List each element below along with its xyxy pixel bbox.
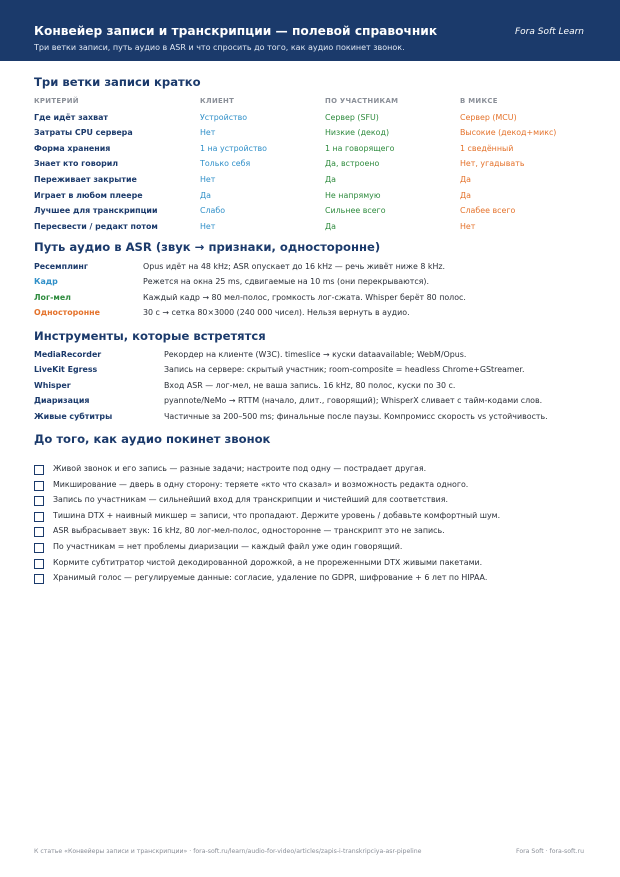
cell-participant: Сильнее всего <box>325 206 386 216</box>
list-item <box>34 381 594 396</box>
checklist-item-text: Кормите субтитратор чистой декодированной дорожкой, а не прореженными DTX живыми пакетами. <box>53 557 483 567</box>
checkbox[interactable] <box>34 527 44 537</box>
cell-participant: Сервер (SFU) <box>325 112 379 122</box>
cell-mix: Нет <box>460 221 476 231</box>
checklist-item-text: Запись по участникам — сильнейший вход для транскрипции и чистейший для соответствия. <box>53 495 449 505</box>
tools-list <box>34 350 594 427</box>
footer-source-link[interactable]: К статье «Конвейеры записи и транскрипции» · fora-soft.ru/learn/audio-for-video/articles/zapis-i-transkripciya-asr-pipeline <box>34 848 422 855</box>
table-row <box>34 222 594 238</box>
page-title: Конвейер записи и транскрипции — полевой справочник <box>34 24 438 38</box>
list-item <box>34 396 594 411</box>
cell-mix: Да <box>460 190 471 200</box>
checkbox[interactable] <box>34 574 44 584</box>
cell-participant: Не напрямую <box>325 190 381 200</box>
checkbox[interactable] <box>34 543 44 553</box>
item-key: Лог-мел <box>34 292 71 302</box>
row-label: Играет в любом плеере <box>34 190 143 200</box>
item-value: 30 с → сетка 80×3000 (240 000 чисел). Нельзя вернуть в аудио. <box>143 308 410 318</box>
cell-mix: Нет, угадывать <box>460 159 525 169</box>
comparison-table <box>34 97 594 237</box>
checklist-item-text: Хранимый голос — регулируемые данные: согласие, удаление по GDPR, шифрование + 6 лет по HIPAA. <box>53 573 488 583</box>
checkbox[interactable] <box>34 512 44 522</box>
cell-client: Нет <box>200 128 216 138</box>
checkbox[interactable] <box>34 465 44 475</box>
column-header: КРИТЕРИЙ <box>34 97 79 105</box>
checklist-item-text: ASR выбрасывает звук: 16 kHz, 80 лог-мел-полос, одностороннe — транскрипт это не запись. <box>53 526 445 536</box>
item-value: pyannote/NeMo → RTTM (начало, длит., говорящий); WhisperX сливает с тайм-кодами слов. <box>164 396 543 406</box>
cell-client: 1 на устройство <box>200 143 268 153</box>
table-row <box>34 206 594 222</box>
table-row <box>34 128 594 144</box>
item-key: MediaRecorder <box>34 350 102 359</box>
table-row <box>34 159 594 175</box>
checkbox[interactable] <box>34 481 44 491</box>
item-value: Вход ASR — лог-мел, не ваша запись. 16 kHz, 80 полос, куски по 30 с. <box>164 380 456 390</box>
cell-client: Нет <box>200 221 216 231</box>
cell-mix: Да <box>460 174 471 184</box>
item-value: Рекордер на клиенте (W3C). timeslice → куски dataavailable; WebM/Opus. <box>164 350 467 359</box>
list-item <box>34 308 594 323</box>
list-item <box>34 350 594 365</box>
cell-participant: Да <box>325 174 336 184</box>
item-key: LiveKit Egress <box>34 365 98 375</box>
checklist-item <box>34 558 594 574</box>
cell-mix: Сервер (MCU) <box>460 112 517 122</box>
cell-mix: Высокие (декод+микс) <box>460 128 557 138</box>
cell-mix: 1 сведённый <box>460 143 514 153</box>
column-header: КЛИЕНТ <box>200 97 235 105</box>
row-label: Переживает закрытие <box>34 174 137 184</box>
table-row <box>34 191 594 207</box>
table-row <box>34 113 594 129</box>
row-label: Затраты CPU сервера <box>34 128 133 138</box>
checklist-item <box>34 480 594 496</box>
brand-label: Fora Soft Learn <box>514 27 584 37</box>
column-header: ПО УЧАСТНИКАМ <box>325 97 399 105</box>
item-value: Запись на сервере: скрытый участник; room-composite = headless Chrome+GStreamer. <box>164 365 525 375</box>
audio-path-list <box>34 262 594 324</box>
item-key: Кадр <box>34 277 58 287</box>
cell-participant: 1 на говорящего <box>325 143 395 153</box>
checklist-item <box>34 511 594 527</box>
list-item <box>34 293 594 308</box>
item-key: Ресемплинг <box>34 262 88 271</box>
checklist-item-text: Живой звонок и его запись — разные задачи; настроите под одну — пострадает другая. <box>53 464 427 473</box>
section-title-audio-path: Путь аудио в ASR (звук → признаки, односторонне) <box>34 240 381 254</box>
checkbox[interactable] <box>34 559 44 569</box>
cell-client: Слабо <box>200 206 226 216</box>
item-key: Диаризация <box>34 396 90 406</box>
footer-brand: Fora Soft · fora-soft.ru <box>515 848 584 855</box>
cell-client: Нет <box>200 174 216 184</box>
item-value: Каждый кадр → 80 мел-полос, громкость лог-сжата. Whisper берёт 80 полос. <box>143 292 466 302</box>
cell-mix: Слабее всего <box>460 206 516 216</box>
cell-participant: Да, встроено <box>325 159 380 169</box>
checklist-item-text: Тишина DTX + наивный микшер = записи, что пропадают. Держите уровень / добавьте комфортный шум. <box>53 510 501 520</box>
checklist <box>34 464 594 589</box>
cell-client: Да <box>200 190 211 200</box>
checkbox[interactable] <box>34 496 44 506</box>
section-title-branches: Три ветки записи кратко <box>34 75 201 89</box>
section-title-tools: Инструменты, которые встретятся <box>34 329 266 343</box>
row-label: Лучшее для транскрипции <box>34 206 158 216</box>
cell-participant: Да <box>325 221 336 231</box>
section-title-checklist: До того, как аудио покинет звонок <box>34 432 271 446</box>
checklist-item <box>34 542 594 558</box>
item-value: Частичные за 200–500 ms; финальные после паузы. Компромисс скорость vs устойчивость. <box>164 411 548 421</box>
table-header-row <box>34 97 594 113</box>
cell-participant: Низкие (декод) <box>325 128 390 138</box>
item-value: Режется на окна 25 ms, сдвигаемые на 10 ms (они перекрываются). <box>143 277 430 287</box>
column-header: В МИКСЕ <box>460 97 498 105</box>
page-header <box>0 0 620 61</box>
cell-client: Только себя <box>200 159 251 169</box>
list-item <box>34 365 594 380</box>
checklist-item <box>34 464 594 480</box>
row-label: Знает кто говорил <box>34 159 119 169</box>
checklist-item-text: По участникам = нет проблемы диаризации — каждый файл уже один говорящий. <box>53 541 403 551</box>
item-key: Односторонне <box>34 308 100 318</box>
list-item <box>34 262 594 277</box>
checklist-item <box>34 526 594 542</box>
item-key: Живые субтитры <box>34 411 113 421</box>
row-label: Форма хранения <box>34 143 111 153</box>
page-subtitle: Три ветки записи, путь аудио в ASR и что спросить до того, как аудио покинет звонок. <box>34 43 405 52</box>
list-item <box>34 277 594 292</box>
table-row <box>34 144 594 160</box>
cell-client: Устройство <box>200 112 248 122</box>
row-label: Где идёт захват <box>34 112 108 122</box>
item-key: Whisper <box>34 380 71 390</box>
checklist-item-text: Микширование — дверь в одну сторону: теряете «кто что сказал» и возможность редакта одного. <box>53 479 469 489</box>
checklist-item <box>34 573 594 589</box>
table-row <box>34 175 594 191</box>
item-value: Opus идёт на 48 kHz; ASR опускает до 16 kHz — речь живёт ниже 8 kHz. <box>143 262 446 271</box>
list-item <box>34 412 594 427</box>
checklist-item <box>34 495 594 511</box>
row-label: Пересвести / редакт потом <box>34 221 158 231</box>
